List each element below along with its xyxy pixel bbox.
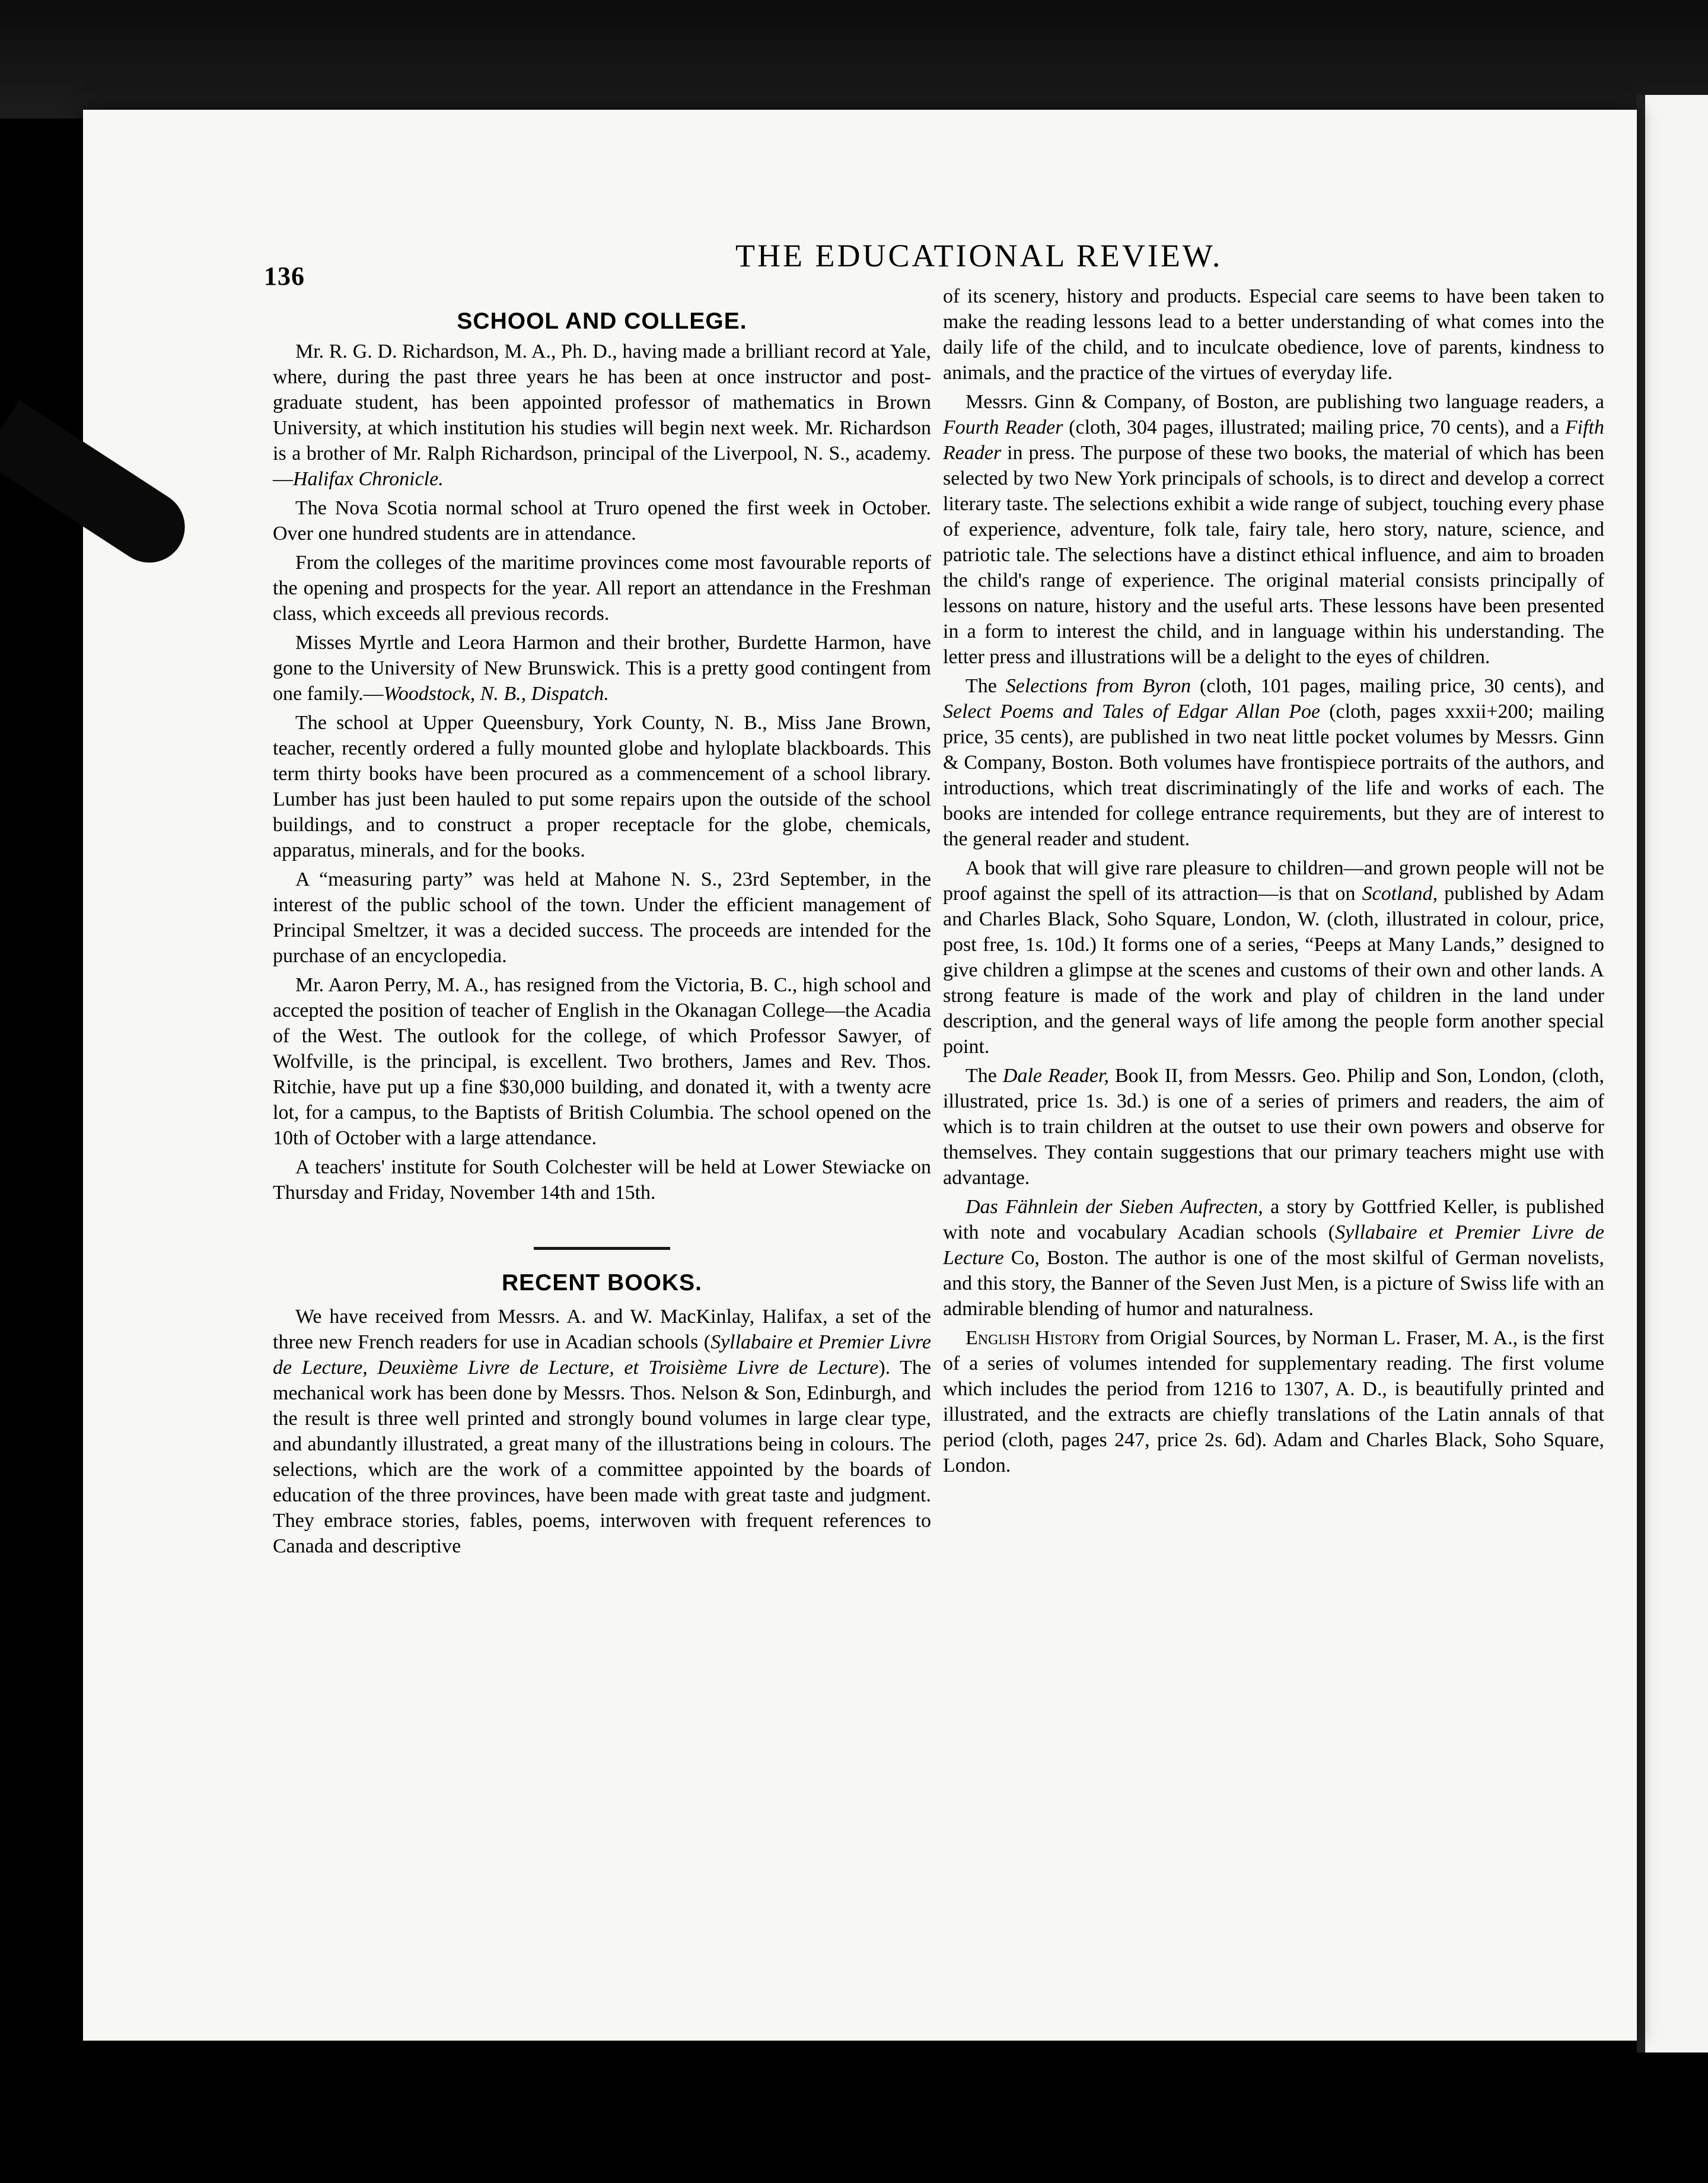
book-title: Fourth Reader [943, 416, 1063, 438]
book-title: Selections from Byron [1005, 675, 1191, 697]
paragraph-text: Mr. R. G. D. Richardson, M. A., Ph. D., having made a brilliant record at Yale, where, during the past three years he has been at once instructor and post-graduate student, has been appointed professor of mathematics in Brown University, at which institution his studies will begin next week. Mr. Richardson is a brother of Mr. Ralph Richardson, principal of the Liverpool, N. S., academy.— [273, 341, 931, 490]
page-number: 136 [264, 262, 305, 291]
paragraph-text: The [965, 1065, 1003, 1087]
book-title: Syllabaire et Premier Livre de Lecture [943, 1221, 1604, 1269]
paragraph-dale-reader [943, 1063, 1604, 1191]
paragraph-perry: Mr. Aaron Perry, M. A., has resigned from the Victoria, B. C., high school and accepted the position of teacher of English in the Okanagan College—the Acadia of the West. The outlook for the college, of which Professor Sawyer, of Wolfville, is the principal, is excellent. Two brothers, James and Rev. Thos. Ritchie, have put up a fine $30,000 building, and donated it, with a twenty acre lot, for a campus, to the Baptists of British Columbia. The school opened on the 10th of October with a large attendance. [273, 974, 931, 1149]
paragraph-colleges: From the colleges of the maritime provinces come most favourable reports of the opening and prospects for the year. All report an attendance in the Freshman class, which exceeds all previous records. [273, 552, 931, 625]
paragraph-keller [943, 1194, 1604, 1322]
school-and-college-heading: SCHOOL AND COLLEGE. [457, 308, 747, 334]
paragraph-text: Misses Myrtle and Leora Harmon and their brother, Burdette Harmon, have gone to the University of New Brunswick. This is a pretty good contingent from one family.— [273, 632, 931, 705]
recent-books-heading: RECENT BOOKS. [501, 1270, 703, 1296]
paragraph-harmon [273, 630, 931, 707]
running-head: THE EDUCATIONAL REVIEW. [735, 238, 1223, 273]
scan-background [0, 0, 1708, 119]
paragraph-colchester: A teachers' institute for South Colchester will be held at Lower Stewiacke on Thursday and Friday, November 14th and 15th. [273, 1156, 931, 1204]
book-title: Scotland, [1362, 883, 1438, 905]
book-titles: Syllabaire et Premier Livre de Lecture, Deuxième Livre de Lecture, et Troisième Livre de Lecture [273, 1331, 932, 1379]
paragraph-continued: of its scenery, history and products. Especial care seems to have been taken to make the reading lessons lead to a better understanding of what comes into the daily life of the child, and to inculcate obedience, love of parents, kindness to animals, and the practice of the virtues of everyday life. [943, 285, 1604, 384]
paragraph-ginn-readers [943, 389, 1604, 670]
book-title: Select Poems and Tales of Edgar Allan Poe [943, 701, 1321, 723]
paragraph-text: (cloth, 304 pages, illustrated; mailing price, 70 cents), and a [1063, 416, 1565, 438]
paragraph-text: (cloth, 101 pages, mailing price, 30 cents), and [1191, 675, 1604, 697]
paragraph-text: Co, Boston. The author is one of the most skilful of German novelists, and this story, the Banner of the Seven Just Men, is a picture of Swiss life with an admirable blending of humor and naturalness. [943, 1247, 1604, 1320]
right-column [943, 284, 1604, 1482]
paragraph-french-readers [273, 1304, 931, 1559]
book-title: English History [965, 1327, 1101, 1349]
source-citation: Woodstock, N. B., Dispatch. [383, 683, 609, 705]
paragraph-text: published by Adam and Charles Black, Soho Square, London, W. (cloth, illustrated in colour, price, post free, 1s. 10d.) It forms one of a series, “Peeps at Many Lands,” designed to give children a glimpse at the scenes and customs of their own and other lands. A strong feature is made of the work and play of children in the land under description, and the general ways of life among the people form another special point. [943, 883, 1604, 1058]
paragraph-text: The [965, 675, 1006, 697]
paragraph-mahone: A “measuring party” was held at Mahone N. S., 23rd September, in the interest of the public school of the town. Under the efficient management of Principal Smeltzer, it was a decided success. The proceeds are intended for the purchase of an encyclopedia. [273, 868, 931, 967]
paragraph-truro: The Nova Scotia normal school at Truro opened the first week in October. Over one hundred students are in attendance. [273, 497, 931, 545]
book-title: Das Fähnlein der Sieben Aufrecten, [965, 1196, 1263, 1218]
book-title: Dale Reader, [1002, 1065, 1109, 1087]
left-column [273, 308, 931, 1563]
paragraph-richardson [273, 339, 931, 492]
source-citation: Halifax Chronicle. [293, 468, 444, 490]
paragraph-scotland [943, 855, 1604, 1059]
paragraph-text: from Origial Sources, by Norman L. Fraser, M. A., is the first of a series of volumes intended for supplementary reading. The first volume which includes the period from 1216 to 1307, A. D., is beautifully printed and illustrated, and the extracts are chiefly translations of the Latin annals of that period (cloth, pages 247, price 2s. 6d). Adam and Charles Black, Soho Square, London. [943, 1327, 1604, 1476]
paragraph-byron-poe [943, 673, 1604, 852]
section-divider [534, 1247, 670, 1250]
paragraph-english-history [943, 1325, 1604, 1478]
paragraph-text: Book II, from Messrs. Geo. Philip and Son, London, (cloth, illustrated, price 1s. 3d.) is one of a series of primers and readers, the aim of which is to train children at the outset to use their own powers and observe for themselves. They contain suggestions that our primary teachers might use with advantage. [943, 1065, 1605, 1189]
paragraph-text: We have received from Messrs. A. and W. MacKinlay, Halifax, a set of the three new French readers for use in Acadian schools ( [273, 1306, 931, 1353]
paragraph-text: ). The mechanical work has been done by Messrs. Thos. Nelson & Son, Edinburgh, and the result is three well printed and strongly bound volumes in large clear type, and abundantly illustrated, a great many of the illustrations being in colours. The selections, which are the work of a committee appointed by the boards of education of the three provinces, have been made with great taste and judgment. They embrace stories, fables, poems, interwoven with frequent references to Canada and descriptive [273, 1357, 931, 1557]
adjacent-page-edge [1637, 95, 1708, 2052]
paragraph-text: Messrs. Ginn & Company, of Boston, are publishing two language readers, a [965, 391, 1604, 413]
book-title: Fifth Reader [943, 416, 1604, 464]
paragraph-text: A book that will give rare pleasure to children—and grown people will not be proof against the spell of its attraction—is that on [943, 857, 1604, 905]
paragraph-text: a story by Gottfried Keller, is published with note and vocabulary Acadian schools ( [943, 1196, 1605, 1243]
paragraph-text: in press. The purpose of these two books, the material of which has been selected by two New York principals of schools, is to direct and develop a correct literary taste. The selections exhibit a wide range of subject, touching every phase of experience, adventure, folk tale, fairy tale, hero story, nature, science, and patriotic tale. The selections have a distinct ethical influence, and aim to broaden the child's range of experience. The original material consists principally of lessons on nature, history and the useful arts. These lessons have been presented in a form to interest the child, and in language within his understanding. The letter press and illustrations will be a delight to the eyes of children. [943, 442, 1604, 668]
paragraph-queensbury: The school at Upper Queensbury, York County, N. B., Miss Jane Brown, teacher, recently ordered a fully mounted globe and hyloplate blackboards. This term thirty books have been procured as a commencement of a school library. Lumber has just been hauled to put some repairs upon the outside of the school buildings, and to construct a proper receptacle for the globe, chemicals, apparatus, minerals, and for the books. [273, 712, 931, 861]
paragraph-text: (cloth, pages xxxii+200; mailing price, 35 cents), are published in two neat little pocket volumes by Messrs. Ginn & Company, Boston. Both volumes have frontispiece portraits of the authors, and introductions, which treat discriminatingly of the life and works of each. The books are intended for college entrance requirements, but they are of interest to the general reader and student. [943, 701, 1605, 850]
